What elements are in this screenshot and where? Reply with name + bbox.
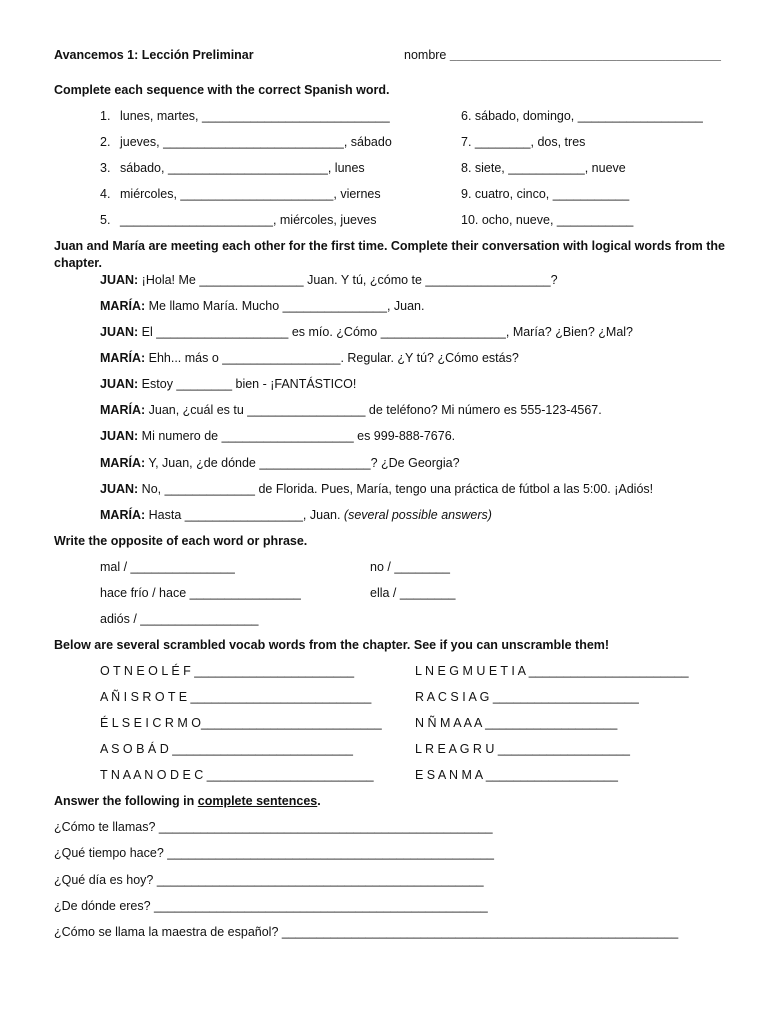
- item-text: sábado, _______________________, lunes: [120, 161, 365, 175]
- item-number: 2.: [100, 135, 111, 149]
- sequence-item[interactable]: [100, 109, 390, 123]
- name-blank[interactable]: _______________________________________: [449, 48, 721, 62]
- scramble-item[interactable]: E S A N M A ___________________: [415, 768, 618, 782]
- dialogue-line[interactable]: [100, 377, 356, 391]
- dialogue-line[interactable]: [100, 508, 492, 522]
- instruction-suffix: .: [317, 794, 321, 808]
- item-text: ______________________, miércoles, jueves: [120, 213, 377, 227]
- item-text: lunes, martes, ___________________________: [120, 109, 390, 123]
- speaker: JUAN:: [100, 273, 139, 287]
- sequence-item[interactable]: [100, 213, 376, 227]
- scramble-item[interactable]: N Ñ M A A A ___________________: [415, 716, 618, 730]
- sequence-item[interactable]: 8. siete, ___________, nueve: [461, 161, 626, 175]
- scramble-item[interactable]: É L S E I C R M O__________________________: [100, 716, 382, 730]
- item-number: 1.: [100, 109, 111, 123]
- sequence-item[interactable]: 9. cuatro, cinco, ___________: [461, 187, 630, 201]
- speaker: MARÍA:: [100, 403, 146, 417]
- item-text: jueves, __________________________, sábado: [120, 135, 392, 149]
- question-line[interactable]: ¿Cómo se llama la maestra de español? _________________________________________________________: [54, 925, 679, 939]
- question-line[interactable]: ¿Cómo te llamas? ________________________________________________: [54, 820, 493, 834]
- section2-instruction: Juan and María are meeting each other for the first time. Complete their conversation with logical words from the: [54, 239, 725, 253]
- line-text: Mi numero de ___________________ es 999-888-7676.: [138, 429, 456, 443]
- line-text: Juan, ¿cuál es tu _________________ de teléfono? Mi número es 555-123-4567.: [145, 403, 602, 417]
- scramble-item[interactable]: A Ñ I S R O T E __________________________: [100, 690, 372, 704]
- sequence-item[interactable]: [100, 161, 365, 175]
- question-line[interactable]: ¿Qué tiempo hace? _______________________________________________: [54, 846, 494, 860]
- dialogue-line[interactable]: [100, 456, 460, 470]
- speaker: MARÍA:: [100, 351, 146, 365]
- line-text: Hasta _________________, Juan.: [145, 508, 344, 522]
- speaker: MARÍA:: [100, 456, 146, 470]
- line-text: ¡Hola! Me _______________ Juan. Y tú, ¿cómo te __________________?: [138, 273, 558, 287]
- scramble-item[interactable]: R A C S I A G _____________________: [415, 690, 639, 704]
- dialogue-line[interactable]: [100, 325, 633, 339]
- question-line[interactable]: ¿Qué día es hoy? _______________________________________________: [54, 873, 484, 887]
- sequence-item[interactable]: [100, 135, 392, 149]
- name-label: nombre: [404, 48, 447, 62]
- speaker: JUAN:: [100, 377, 139, 391]
- instruction-prefix: Answer the following in: [54, 794, 198, 808]
- line-text: Estoy ________ bien - ¡FANTÁSTICO!: [138, 377, 357, 391]
- scramble-item[interactable]: L R E A G R U ___________________: [415, 742, 630, 756]
- opposite-item[interactable]: mal / _______________: [100, 560, 235, 574]
- scramble-item[interactable]: A S O B Á D __________________________: [100, 742, 353, 756]
- opposite-item[interactable]: adiós / _________________: [100, 612, 259, 626]
- section2-instruction-cont: chapter.: [54, 256, 102, 270]
- opposite-item[interactable]: hace frío / hace ________________: [100, 586, 301, 600]
- line-text: Y, Juan, ¿de dónde ________________? ¿De Georgia?: [145, 456, 460, 470]
- instruction-underlined: complete sentences: [197, 794, 318, 808]
- line-text: El ___________________ es mío. ¿Cómo __________________, María? ¿Bien? ¿Mal?: [138, 325, 633, 339]
- dialogue-line[interactable]: [100, 299, 425, 313]
- speaker: JUAN:: [100, 429, 139, 443]
- sequence-item[interactable]: [100, 187, 381, 201]
- scramble-item[interactable]: T N A A N O D E C ________________________: [100, 768, 374, 782]
- dialogue-line[interactable]: [100, 429, 455, 443]
- opposite-item[interactable]: ella / ________: [370, 586, 456, 600]
- dialogue-line[interactable]: [100, 351, 519, 365]
- line-text: No, _____________ de Florida. Pues, María, tengo una práctica de fútbol a las 5:00. ¡Adiós!: [138, 482, 654, 496]
- item-number: 4.: [100, 187, 111, 201]
- line-text: Me llamo María. Mucho _______________, Juan.: [145, 299, 425, 313]
- item-number: 3.: [100, 161, 111, 175]
- dialogue-line[interactable]: [100, 482, 653, 496]
- sequence-item[interactable]: 7. ________, dos, tres: [461, 135, 586, 149]
- name-field: [404, 48, 721, 62]
- item-number: 5.: [100, 213, 111, 227]
- item-text: miércoles, ______________________, viernes: [120, 187, 381, 201]
- speaker: JUAN:: [100, 482, 139, 496]
- dialogue-line[interactable]: [100, 403, 602, 417]
- speaker: MARÍA:: [100, 508, 146, 522]
- speaker: JUAN:: [100, 325, 139, 339]
- section5-instruction: [54, 794, 321, 808]
- sequence-item[interactable]: 10. ocho, nueve, ___________: [461, 213, 634, 227]
- section1-instruction: Complete each sequence with the correct Spanish word.: [54, 83, 390, 97]
- scramble-item[interactable]: O T N E O L É F _______________________: [100, 664, 355, 678]
- worksheet-title: Avancemos 1: Lección Preliminar: [54, 48, 254, 62]
- section3-instruction: Write the opposite of each word or phrase.: [54, 534, 308, 548]
- line-text: Ehh... más o _________________. Regular. ¿Y tú? ¿Cómo estás?: [145, 351, 519, 365]
- speaker: MARÍA:: [100, 299, 146, 313]
- question-line[interactable]: ¿De dónde eres? ________________________________________________: [54, 899, 488, 913]
- scramble-item[interactable]: L N E G M U E T I A _______________________: [415, 664, 689, 678]
- answer-note: (several possible answers): [343, 508, 492, 522]
- sequence-item[interactable]: 6. sábado, domingo, __________________: [461, 109, 703, 123]
- opposite-item[interactable]: no / ________: [370, 560, 450, 574]
- dialogue-line[interactable]: [100, 273, 558, 287]
- section4-instruction: Below are several scrambled vocab words from the chapter. See if you can unscramble them!: [54, 638, 610, 652]
